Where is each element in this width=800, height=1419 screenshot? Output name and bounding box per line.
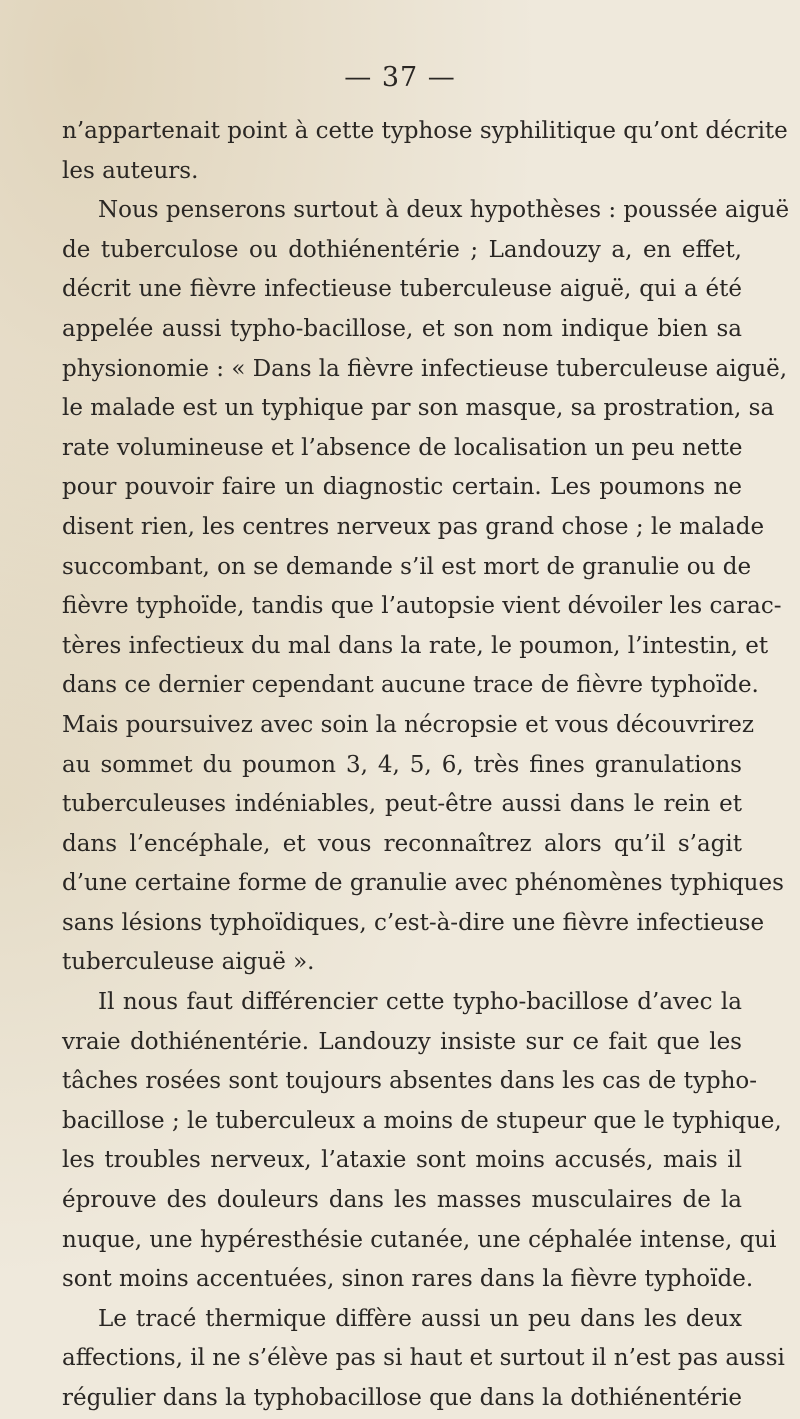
text-line: physionomie : « Dans la fièvre infectieuse tuberculeuse aiguë, [62, 355, 788, 382]
text-line: tères infectieux du mal dans la rate, le poumon, l’intestin, et [62, 632, 769, 659]
text-line: fièvre typhoïde, tandis que l’autopsie vient dévoiler les carac- [62, 593, 782, 620]
page-number: — 37 — [344, 62, 456, 93]
text-line: sont moins accentuées, sinon rares dans la fièvre typhoïde. [62, 1266, 754, 1293]
text-line: nuque, une hypéresthésie cutanée, une céphalée intense, qui [62, 1226, 777, 1253]
text-line: Il nous faut différencier cette typho-bacillose d’avec la [98, 989, 742, 1016]
text-line: rate volumineuse et l’absence de localisation un peu nette [62, 434, 743, 461]
text-line: les troubles nerveux, l’ataxie sont moins accusés, mais il [62, 1147, 742, 1174]
text-line: sans lésions typhoïdiques, c’est-à-dire une fièvre infectieuse [62, 909, 765, 936]
body-text [62, 112, 790, 1419]
text-line: décrit une fièvre infectieuse tuberculeuse aiguë, qui a été [62, 276, 742, 303]
text-line: succombant, on se demande s’il est mort de granulie ou de [62, 553, 752, 580]
text-line: les auteurs. [62, 157, 199, 184]
text-line: affections, il ne s’élève pas si haut et surtout il n’est pas aussi [62, 1345, 785, 1372]
text-line: de tuberculose ou dothiénentérie ; Landouzy a, en effet, [62, 236, 742, 263]
text-line: Mais poursuivez avec soin la nécropsie et vous découvrirez [62, 711, 754, 738]
text-line: dans l’encéphale, et vous reconnaîtrez alors qu’il s’agit [62, 830, 742, 857]
text-line: le malade est un typhique par son masque, sa prostration, sa [62, 395, 775, 422]
text-line: Nous penserons surtout à deux hypothèses : poussée aiguë [98, 197, 790, 224]
text-line: régulier dans la typhobacillose que dans la dothiénentérie [62, 1385, 742, 1411]
text-line: vraie dothiénentérie. Landouzy insiste sur ce fait que les [62, 1028, 742, 1055]
text-line: au sommet du poumon 3, 4, 5, 6, très fines granulations [62, 751, 742, 778]
text-line: tâches rosées sont toujours absentes dans les cas de typho- [62, 1068, 757, 1095]
text-line: tuberculeuses indéniables, peut-être aussi dans le rein et [62, 791, 742, 818]
text-line: disent rien, les centres nerveux pas grand chose ; le malade [62, 513, 765, 540]
text-line: éprouve des douleurs dans les masses musculaires de la [62, 1187, 742, 1214]
text-line: appelée aussi typho-bacillose, et son nom indique bien sa [62, 315, 742, 342]
text-line: tuberculeuse aiguë ». [62, 949, 315, 976]
text-line: n’appartenait point à cette typhose syphilitique qu’ont décrite [62, 118, 788, 144]
text-line: bacillose ; le tuberculeux a moins de stupeur que le typhique, [62, 1107, 782, 1134]
text-line: d’une certaine forme de granulie avec phénomènes typhiques [62, 870, 784, 897]
text-line: pour pouvoir faire un diagnostic certain. Les poumons ne [62, 474, 742, 501]
text-line: dans ce dernier cependant aucune trace de fièvre typhoïde. [62, 672, 759, 699]
text-line: Le tracé thermique diffère aussi un peu dans les deux [98, 1305, 742, 1332]
